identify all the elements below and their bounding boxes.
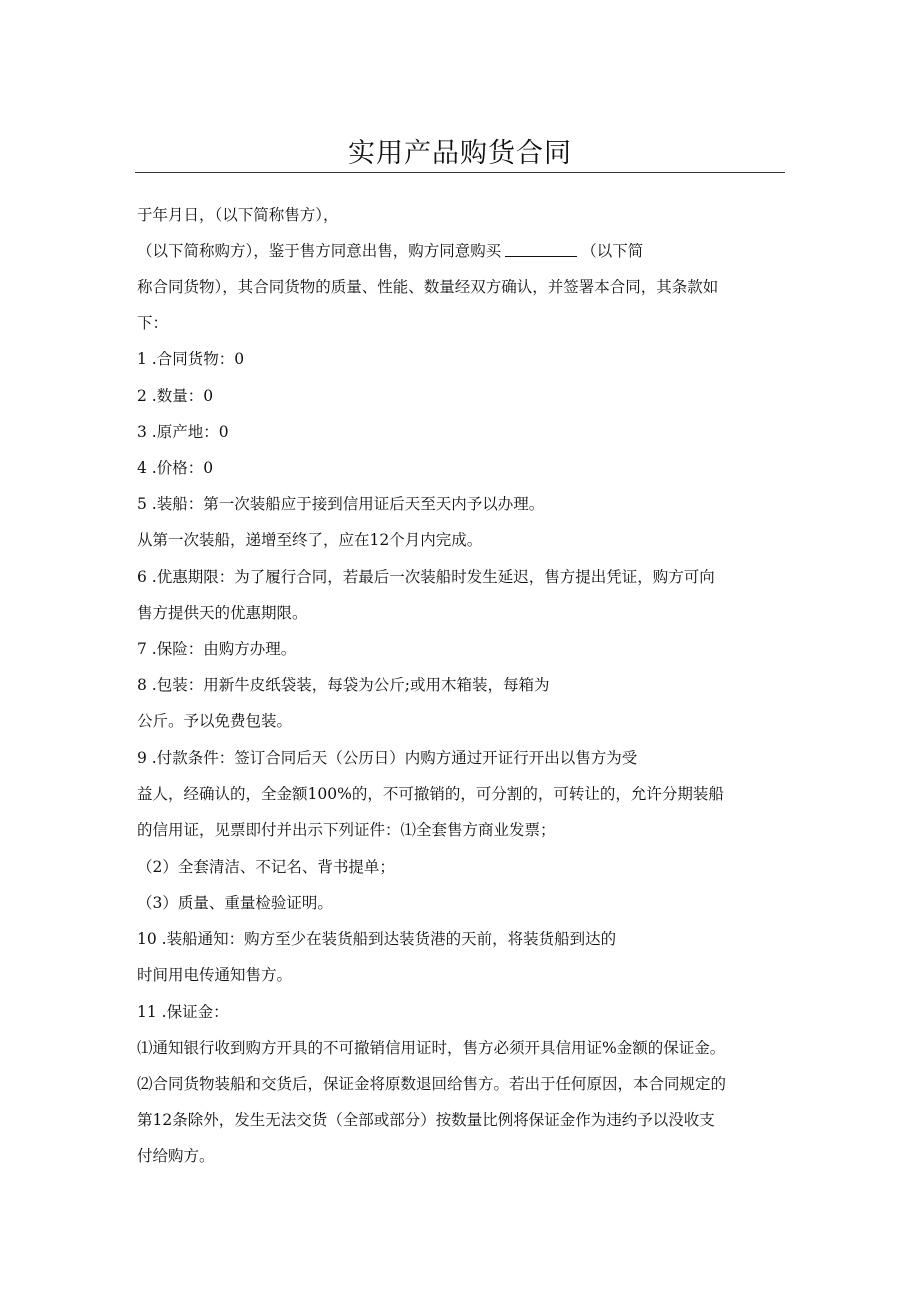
clause-6-line-1: 6 .优惠期限：为了履行合同，若最后一次装船时发生延迟，售方提出凭证，购方可向 xyxy=(137,568,715,586)
intro-line-4: 下： xyxy=(137,314,169,332)
title-underline xyxy=(135,172,785,173)
clause-3: 3 .原产地：0 xyxy=(137,423,229,441)
intro-line-3: 称合同货物），其合同货物的质量、性能、数量经双方确认，并签署本合同，其条款如 xyxy=(137,278,719,296)
clause-5-line-1: 5 .装船：第一次装船应于接到信用证后天至天内予以办理。 xyxy=(137,495,545,513)
clause-5-line-2: 从第一次装船，递增至终了，应在12个月内完成。 xyxy=(137,531,483,549)
clause-8-line-2: 公斤。予以免费包装。 xyxy=(137,712,293,730)
clause-9-item-2: （2）全套清洁、不记名、背书提单； xyxy=(137,858,395,876)
clause-9-line-2: 益人，经确认的，全金额100%的，不可撤销的，可分割的，可转让的，允许分期装船 xyxy=(137,785,724,803)
clause-9-line-3: 的信用证，见票即付并出示下列证件：⑴全套售方商业发票； xyxy=(137,821,556,839)
clause-11-item-2-line-1: ⑵合同货物装船和交货后，保证金将原数退回给售方。若出于任何原因，本合同规定的 xyxy=(137,1075,727,1093)
clause-10-line-1: 10 .装船通知：购方至少在装货船到达装货港的天前，将装货船到达的 xyxy=(137,930,617,948)
clause-9-item-3: （3）质量、重量检验证明。 xyxy=(137,894,333,912)
clause-11-item-2-line-3: 付给购方。 xyxy=(137,1147,215,1165)
document-title: 实用产品购货合同 xyxy=(348,138,572,169)
clause-1: 1 .合同货物：0 xyxy=(137,350,245,368)
clause-10-line-2: 时间用电传通知售方。 xyxy=(137,966,293,984)
clause-11-heading: 11 .保证金： xyxy=(137,1003,229,1021)
clause-6-line-2: 售方提供天的优惠期限。 xyxy=(137,604,308,622)
intro-line-2-tail: （以下简 xyxy=(581,242,644,260)
intro-line-1: 于年月日，（以下简称售方）， xyxy=(137,206,339,224)
clause-11-item-2-line-2: 第12条除外，发生无法交货（全部或部分）按数量比例将保证金作为违约予以没收支 xyxy=(137,1111,715,1129)
intro-line-2-text: （以下简称购方），鉴于售方同意出售，购方同意购买 xyxy=(137,242,502,260)
clause-4: 4 .价格：0 xyxy=(137,459,214,477)
intro-line-2 xyxy=(137,241,643,261)
clause-9-line-1: 9 .付款条件：签订合同后天（公历日）内购方通过开证行开出以售方为受 xyxy=(137,749,638,767)
clause-2: 2 .数量：0 xyxy=(137,387,214,405)
clause-8-line-1: 8 .包装：用新牛皮纸袋装，每袋为公斤;或用木箱装，每箱为 xyxy=(137,676,550,694)
clause-11-item-1: ⑴通知银行收到购方开具的不可撤销信用证时，售方必须开具信用证%金额的保证金。 xyxy=(137,1039,726,1057)
fill-in-blank xyxy=(505,242,577,257)
clause-7: 7 .保险：由购方办理。 xyxy=(137,640,297,658)
